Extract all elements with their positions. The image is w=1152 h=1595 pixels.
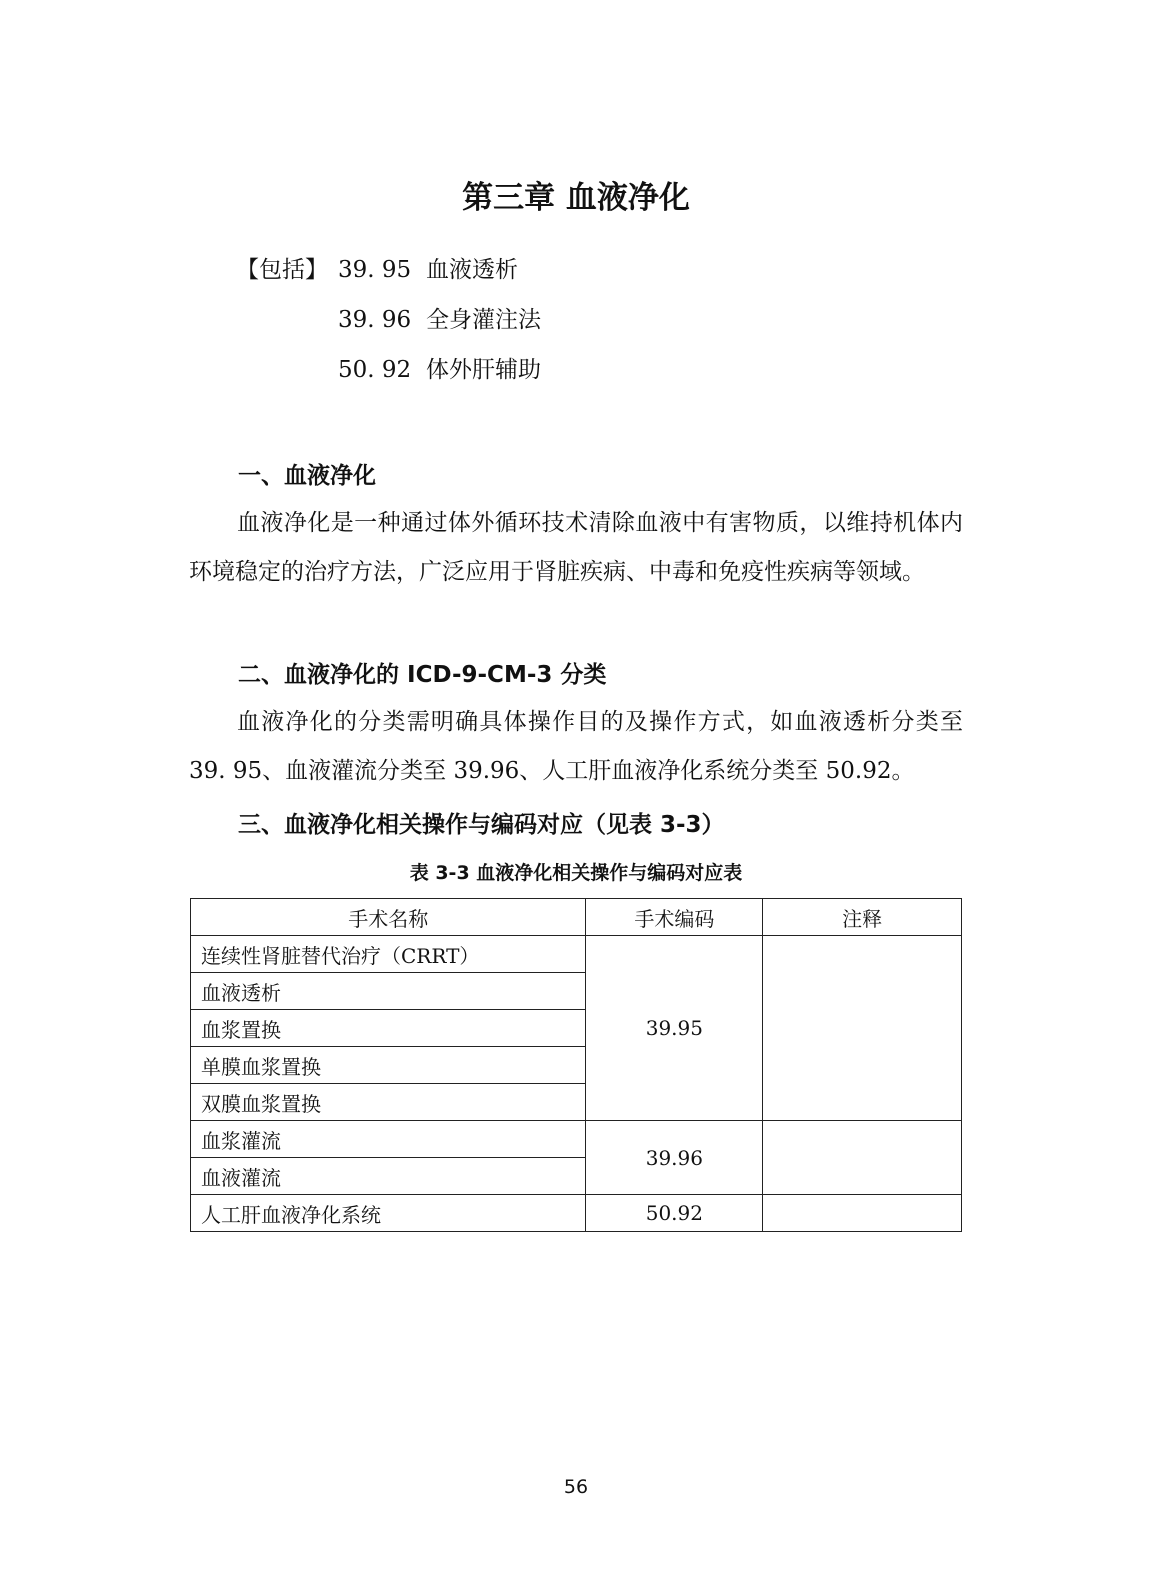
- table-row: [191, 1121, 962, 1158]
- section-paragraph: 血液净化是一种通过体外循环技术清除血液中有害物质，以维持机体内环境稳定的治疗方法，广泛应用于肾脏疾病、中毒和免疫性疾病等领域。: [189, 510, 963, 585]
- chapter-title: 第三章 血液净化: [462, 180, 690, 216]
- header-procedure-name: 手术名称: [191, 899, 586, 936]
- table-caption: 表 3-3 血液净化相关操作与编码对应表: [409, 862, 743, 884]
- header-procedure-code: 手术编码: [586, 899, 763, 936]
- procedure-code: 50.92: [586, 1195, 763, 1232]
- procedure-note: [763, 1121, 962, 1195]
- procedure-note: [763, 1195, 962, 1232]
- table-row: [191, 936, 962, 973]
- procedure-note: [763, 936, 962, 1121]
- table-row: [191, 1195, 962, 1232]
- includes-code: 39. 96: [338, 307, 412, 333]
- section-heading: 三、血液净化相关操作与编码对应（见表 3-3）: [238, 812, 725, 838]
- includes-name: 血液透析: [426, 257, 518, 283]
- section-heading: 一、血液净化: [238, 463, 376, 489]
- includes-name: 全身灌注法: [426, 307, 541, 333]
- section-paragraph: 血液净化的分类需明确具体操作目的及操作方式，如血液透析分类至 39. 95、血液灌流分类至 39.96、人工肝血液净化系统分类至 50.92。: [189, 709, 963, 784]
- procedure-code-table: [190, 898, 962, 1232]
- procedure-name: 连续性肾脏替代治疗（CRRT）: [191, 936, 586, 973]
- procedure-name: 血浆灌流: [191, 1121, 586, 1158]
- table-header-row: [191, 899, 962, 936]
- procedure-name: 单膜血浆置换: [191, 1047, 586, 1084]
- includes-name: 体外肝辅助: [426, 357, 541, 383]
- procedure-name: 血浆置换: [191, 1010, 586, 1047]
- includes-code: 39. 95: [338, 257, 412, 283]
- procedure-name: 人工肝血液净化系统: [191, 1195, 586, 1232]
- page-number: 56: [563, 1476, 589, 1498]
- header-note: 注释: [763, 899, 962, 936]
- section-heading: 二、血液净化的 ICD-9-CM-3 分类: [238, 662, 607, 688]
- includes-prefix: 【包括】: [236, 257, 328, 283]
- procedure-code: 39.95: [586, 936, 763, 1121]
- procedure-code: 39.96: [586, 1121, 763, 1195]
- procedure-name: 血液灌流: [191, 1158, 586, 1195]
- includes-code: 50. 92: [338, 357, 412, 383]
- procedure-name: 血液透析: [191, 973, 586, 1010]
- procedure-name: 双膜血浆置换: [191, 1084, 586, 1121]
